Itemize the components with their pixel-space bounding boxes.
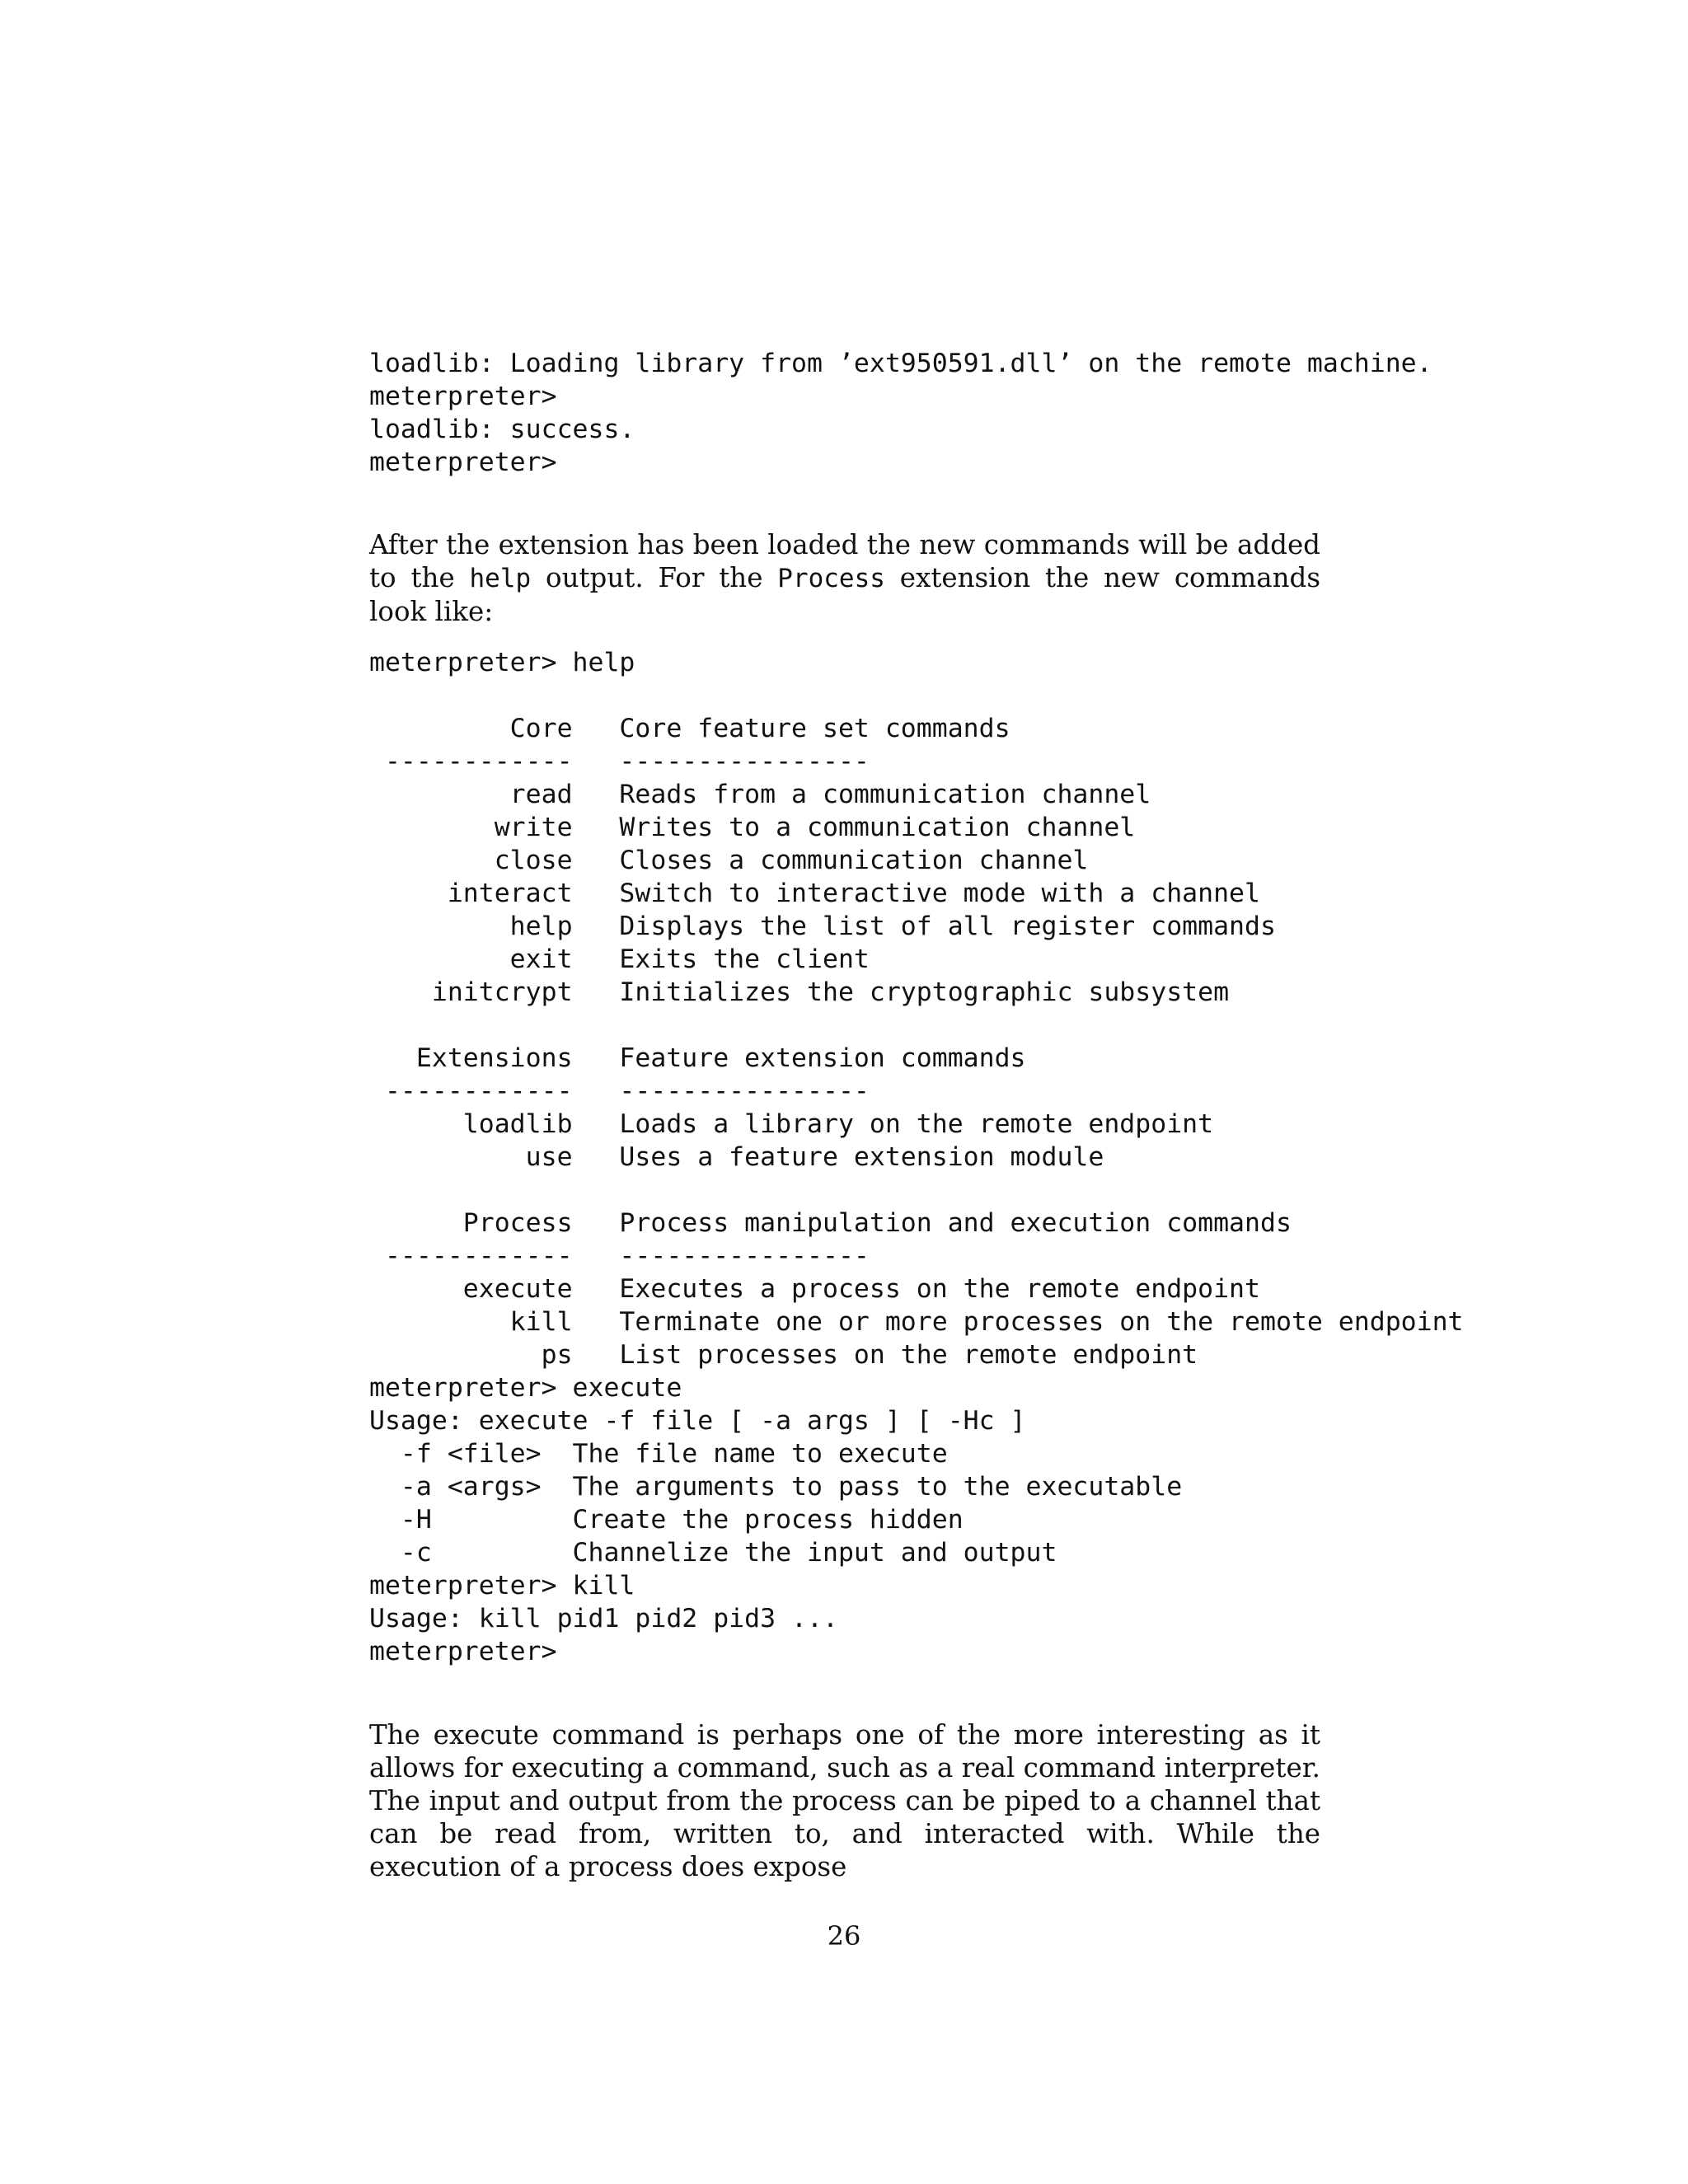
inline-code-process: Process [777, 564, 885, 593]
code-block-help-output: meterpreter> help Core Core feature set commands ------------ ---------------- read Reads from a communication channel write Writes to a communication channel close Closes a communication channel interact Switch to interactive mode with a channel help Displays the list of all register commands exit Exits the client initcrypt Initializes the cryptographic subsystem Extensions Feature extension commands ------------ ---------------- loadlib Loads a library on the remote endpoint use Uses a feature extension module Process Process manipulation and execution commands ------------ ---------------- execute Executes a process on the remote endpoint kill Terminate one or more processes on the remote endpoint ps List processes on the remote endpoint meterpreter> execute Usage: execute -f file [ -a args ] [ -Hc ] -f <file> The file name to execute -a <args> The arguments to pass to the executable -H Create the process hidden -c Channelize the input and output meterpreter> kill Usage: kill pid1 pid2 pid3 ... meterpreter> [369, 648, 1464, 1666]
paragraph-text: output. For the [531, 562, 778, 593]
paragraph-text: After the extension has been loaded the new commands will be added to the [369, 529, 1320, 593]
inline-code-help: help [469, 564, 532, 593]
code-block-loadlib-output: loadlib: Loading library from ’ext950591.dll’ on the remote machine. meterpreter> loadlib: success. meterpreter> [369, 349, 1432, 477]
paragraph-extension-loaded [369, 528, 1320, 628]
page-number: 26 [827, 1920, 861, 1952]
paragraph-execute-command: The execute command is perhaps one of the more interesting as it allows for executing a command, such as a real command interpreter. The input and output from the process can be piped to a channel that can be read from, written to, and interacted with. While the execution of a process does expose [369, 1719, 1320, 1882]
paragraph-text: extension the new commands look like: [369, 562, 1321, 627]
